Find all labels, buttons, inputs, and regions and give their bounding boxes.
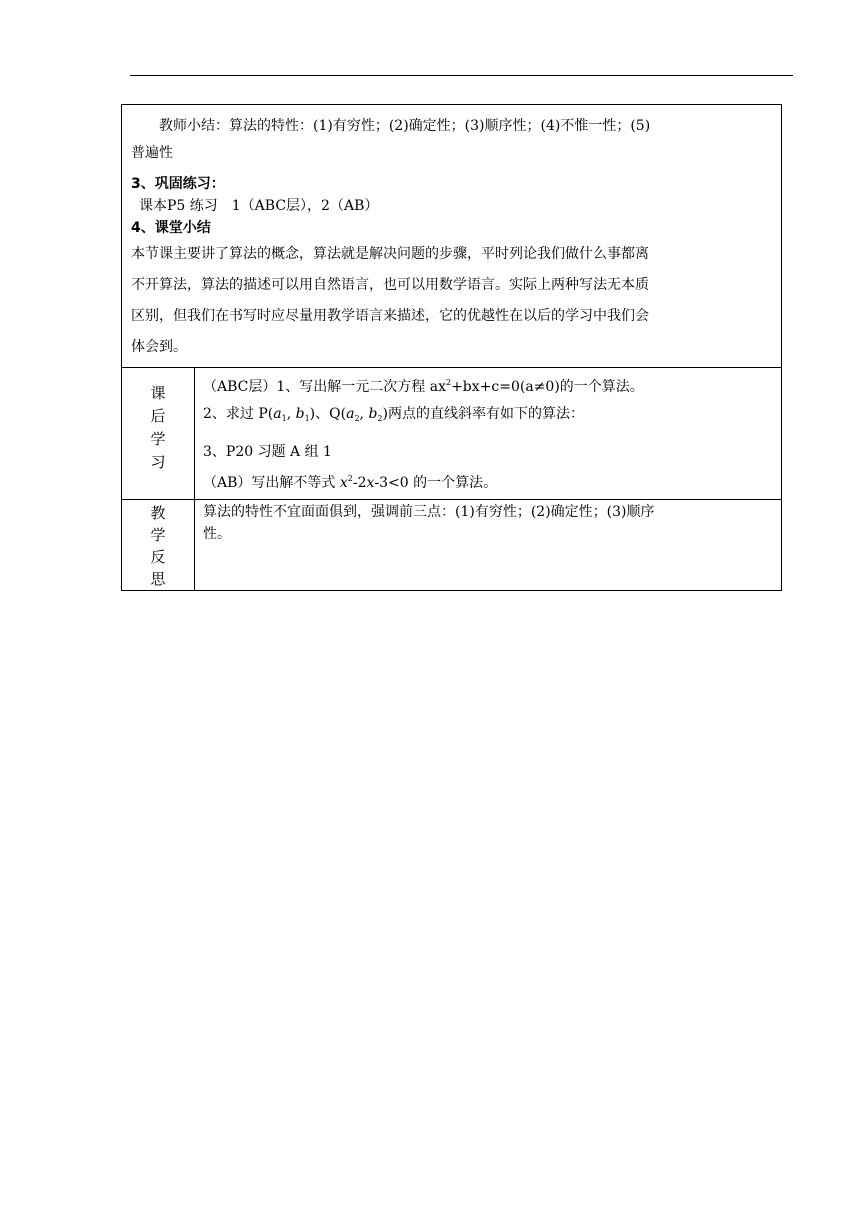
homework-label: [122, 368, 195, 500]
teacher-summary-line2: 普遍性: [131, 145, 173, 161]
homework-label-char: 后: [150, 407, 166, 425]
homework-item1: （ABC层）1、写出解一元二次方程 $ax^2+bx+c=0(a\ne 0)$的一个算法。: [203, 378, 644, 395]
reflection-content: [195, 500, 782, 591]
homework-item4: （AB）写出解不等式 $x^2-2x-3<0$ 的一个算法。: [203, 474, 498, 491]
reflection-line1: 算法的特性不宜面面俱到，强调前三点：(1)有穷性；(2)确定性；(3)顺序: [203, 504, 655, 520]
teacher-summary-line1: 教师小结：算法的特性：(1)有穷性；(2)确定性；(3)顺序性；(4)不惟一性；(5): [159, 118, 651, 134]
header-rule: [130, 75, 793, 76]
reflection-row: [122, 500, 782, 591]
homework-content: [195, 368, 782, 500]
homework-item2: 2、求过 $P(a_1$, $b_1$)、$Q(a_2$, $b_2$)两点的直线斜率有如下的算法：: [203, 406, 584, 423]
homework-row: [122, 368, 782, 500]
reflection-label-char: 教: [150, 504, 166, 522]
summary-row: [122, 105, 782, 368]
reflection-line2: 性。: [203, 526, 231, 542]
section3-title: 3、巩固练习：: [131, 176, 225, 192]
section3-text: 课本P5 练习 1（ABC层），2（AB）: [139, 198, 379, 214]
section4-line2: 不开算法，算法的描述可以用自然语言，也可以用数学语言。实际上两种写法无本质: [131, 277, 649, 293]
reflection-label-char: 思: [150, 570, 166, 588]
summary-cell: [122, 105, 782, 368]
section4-title: 4、课堂小结: [131, 220, 211, 236]
reflection-label-char: 学: [150, 526, 166, 544]
reflection-label-char: 反: [150, 548, 166, 566]
section4-line1: 本节课主要讲了算法的概念，算法就是解决问题的步骤，平时列论我们做什么事都离: [131, 246, 649, 262]
section4-line3: 区别，但我们在书写时应尽量用教学语言来描述，它的优越性在以后的学习中我们会: [131, 308, 649, 324]
homework-item3: 3、P20 习题 A 组 1: [203, 444, 332, 460]
homework-label-char: 学: [150, 430, 166, 448]
section4-line4: 体会到。: [131, 339, 187, 355]
homework-label-char: 习: [150, 453, 166, 471]
lesson-plan-table: [121, 104, 782, 591]
reflection-label: [122, 500, 195, 591]
homework-label-char: 课: [150, 384, 166, 402]
